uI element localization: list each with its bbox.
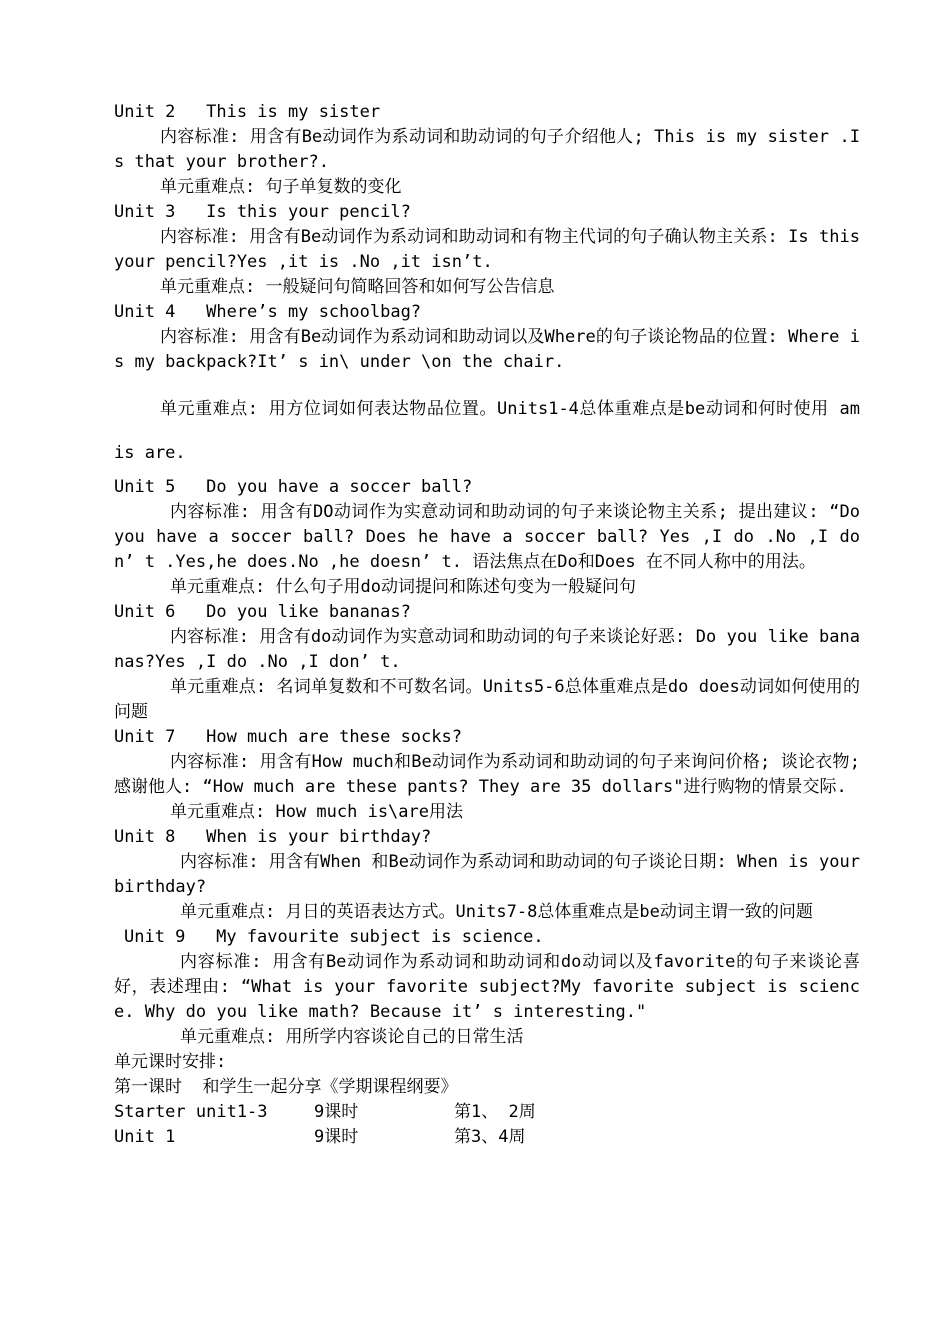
schedule-row-weeks: 第3、4周 xyxy=(454,1127,526,1147)
unit-3-title: Unit 3 Is this your pencil? xyxy=(114,202,411,222)
unit-5-content: 内容标准: 用含有DO动词作为实意动词和助动词的句子来谈论物主关系; 提出建议: “Do you have a soccer ball? Does he have a soccer ball? Yes ,I do .No ,I don’ t .Yes,he does.No ,he doesn’ t. 语法焦点在Do和Does 在不同人称中的用法。 xyxy=(114,502,860,572)
unit-3-content: 内容标准: 用含有Be动词作为系动词和助动词和有物主代词的句子确认物主关系: Is this your pencil?Yes ,it is .No ,it isn’t. xyxy=(114,227,860,272)
schedule-row-hours: 9课时 xyxy=(314,1102,359,1122)
unit-5-focus: 单元重难点: 什么句子用do动词提问和陈述句变为一般疑问句 xyxy=(170,577,636,597)
unit-9-focus: 单元重难点: 用所学内容谈论自己的日常生活 xyxy=(180,1027,524,1047)
unit-7-content: 内容标准: 用含有How much和Be动词作为系动词和助动词的句子来询问价格; 谈论衣物; 感谢他人: “How much are these pants? They are 35 dollars"进行购物的情景交际. xyxy=(114,752,860,797)
unit-8-focus: 单元重难点: 月日的英语表达方式。Units7-8总体重难点是be动词主谓一致的问题 xyxy=(180,902,813,922)
schedule-row-name: Starter unit1-3 xyxy=(114,1102,268,1122)
unit-2-title: Unit 2 This is my sister xyxy=(114,102,381,122)
unit-4-content: 内容标准: 用含有Be动词作为系动词和助动词以及Where的句子谈论物品的位置: Where is my backpack?It’ s in\ under \on the chair. xyxy=(114,327,860,372)
unit-6-focus: 单元重难点: 名词单复数和不可数名词。Units5-6总体重难点是do does动词如何使用的问题 xyxy=(114,677,860,722)
unit-7-title: Unit 7 How much are these socks? xyxy=(114,727,462,747)
schedule-row-weeks: 第1、 2周 xyxy=(454,1102,536,1122)
unit-4-focus: 单元重难点: 用方位词如何表达物品位置。Units1-4总体重难点是be动词和何时使用 am is are. xyxy=(114,399,860,463)
schedule-first-lesson: 第一课时 和学生一起分享《学期课程纲要》 xyxy=(114,1077,458,1097)
unit-2-focus: 单元重难点: 句子单复数的变化 xyxy=(160,177,402,197)
unit-9-content: 内容标准: 用含有Be动词作为系动词和助动词和do动词以及favorite的句子来谈论喜好，表述理由: “What is your favorite subject?My favorite subject is science. Why do you like math? Because it’ s interesting." xyxy=(114,952,860,1022)
unit-6-content: 内容标准: 用含有do动词作为实意动词和助动词的句子来谈论好恶: Do you like bananas?Yes ,I do .No ,I don’ t. xyxy=(114,627,860,672)
unit-9-title: Unit 9 My favourite subject is science. xyxy=(124,927,544,947)
schedule-row xyxy=(114,1100,860,1125)
document-page xyxy=(114,100,860,1150)
unit-4-title: Unit 4 Where’s my schoolbag? xyxy=(114,302,422,322)
schedule-row xyxy=(114,1125,860,1150)
schedule-row-hours: 9课时 xyxy=(314,1127,359,1147)
schedule-heading: 单元课时安排: xyxy=(114,1052,227,1072)
unit-6-title: Unit 6 Do you like bananas? xyxy=(114,602,411,622)
unit-3-focus: 单元重难点: 一般疑问句简略回答和如何写公告信息 xyxy=(160,277,555,297)
unit-7-focus: 单元重难点: How much is\are用法 xyxy=(170,802,463,822)
unit-8-content: 内容标准: 用含有When 和Be动词作为系动词和助动词的句子谈论日期: When is your birthday? xyxy=(114,852,860,897)
schedule-row-name: Unit 1 xyxy=(114,1127,176,1147)
unit-8-title: Unit 8 When is your birthday? xyxy=(114,827,432,847)
unit-5-title: Unit 5 Do you have a soccer ball? xyxy=(114,477,473,497)
unit-2-content: 内容标准: 用含有Be动词作为系动词和助动词的句子介绍他人; This is my sister .Is that your brother?. xyxy=(114,127,860,172)
